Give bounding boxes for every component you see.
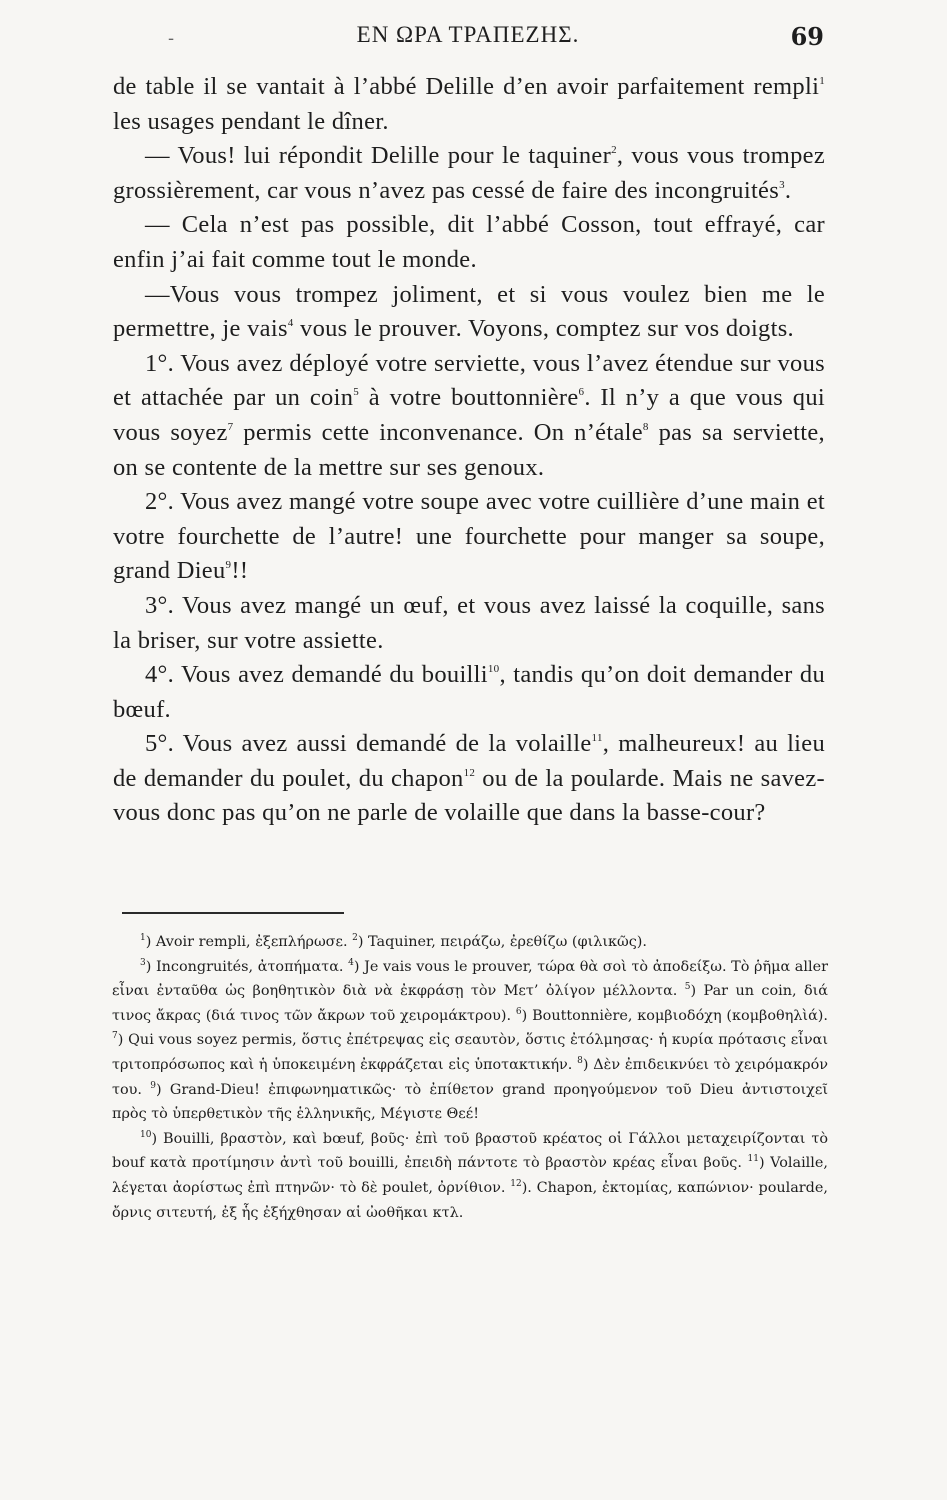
footnote-number: 6 (515, 1006, 522, 1017)
footnote-ref: 12 (463, 766, 476, 779)
footnote-number: 2 (352, 933, 358, 943)
footnote-number: 1 (140, 933, 146, 943)
footnote-ref: 1 (819, 75, 825, 87)
paragraph-5: 1°. Vous avez déployé votre serviette, vous l’avez étendue sur vous et attachée par un coin$^5$ à votre bouttonnière$^6$. Il n’y a que vous qui vous soyez$^7$ permis cette inconvenance. On n’étale$^8$ pas sa serviette, on se contente de la mettre sur ses genoux. (113, 349, 826, 481)
footnote-number: 11 (747, 1154, 759, 1165)
footnote-number: 5 (684, 982, 691, 993)
footnote-divider (122, 912, 344, 914)
footnote-number: 12 (510, 1178, 522, 1189)
footnotes (112, 930, 828, 1225)
paragraph-2: — Vous! lui répondit Delille pour le taquiner$^2$, vous vous trompez grossièrement, car vous n’avez pas cessé de faire des incongruités$^3$. (113, 142, 825, 204)
running-title: ΕΝ ΩΡΑ ΤΡΑΠΕΖΗΣ. (356, 22, 580, 47)
footnote-group-1: $^1$) Avoir rempli, ἐξεπλήρωσε. $^2$) Taquiner, πειράζω, ἐρεθίζω (φιλικῶς). (140, 933, 647, 950)
footnote-ref: 4 (287, 317, 294, 330)
paragraph-8: 4°. Vous avez demandé du bouilli$^{10}$, tandis qu’on doit demander du bœuf. (113, 661, 825, 723)
footnote-ref: 5 (353, 386, 360, 399)
paragraph-6: 2°. Vous avez mangé votre soupe avec votre cuillière d’une main et votre fourchette de l’autre! une fourchette pour manger sa soupe, grand Dieu$^9$!! (113, 488, 825, 585)
footnote-group-2: $^3$) Incongruités, ἀτοπήματα. $^4$) Je vais vous le prouver, τώρα θὰ σοὶ τὸ ἀποδείξω. Τὸ ῥῆμα aller εἶναι ἐνταῦθα ὡς βοηθητικὸν διὰ νὰ ἐκφράσῃ τὸν Μετ’ ὀλίγον μέλλοντα. $^5$) Par un coin, διά τινος ἄκρας (διά τινος τῶν ἄκρων τοῦ χειρομάκτρου). $^6$) Bouttonnière, κομβιοδόχη (κομβοθηλὶά). $^7$) Qui vous soyez permis, ὅστις ἐπέτρεψας εἰς σεαυτὸν, ὅστις ἐτόλμησας· ἡ κυρία πρότασις εἶναι τριτοπρόσωπος καὶ ἡ ὑποκειμένη ἐκφράζεται εἰς ὑποτακτικήν. $^8$) Δὲν ἐπιδεικνύει τὸ χειρόμακρόν του. $^9$) Grand-Dieu! ἐπιφωνηματικῶς· τὸ ἐπίθετον grand προηγούμενον τοῦ Dieu ἀντιστοιχεῖ πρὸς τὸ ὑπερθετικὸν τῆς ἑλληνικῆς, Μέγιστε Θεέ! (112, 957, 829, 1123)
paragraph-3: — Cela n’est pas possible, dit l’abbé Cosson, tout effrayé, car enfin j’ai fait comme tout le monde. (113, 211, 825, 273)
footnote-ref: 6 (578, 386, 585, 399)
footnote-group-3: $^{10}$) Bouilli, βραστὸν, καὶ bœuf, βοῦς· ἐπὶ τοῦ βραστοῦ κρέατος οἱ Γάλλοι μεταχειρίζονται τὸ bouf κατὰ προτίμησιν ἀντὶ τοῦ bouilli, ἐπειδὴ πάντοτε τὸ βραστὸν κρέας εἶναι βοῦς. $^{11}$) Volaille, λέγεται ἀορίστως ἐπὶ πτηνῶν· τὸ δὲ poulet, ὀρνίθιον. $^{12}$). Chapon, ἐκτομίας, καπώνιον· poularde, ὄρνις σιτευτή, ἐξ ἧς ἐξήχθησαν αἱ ὠοθῆκαι κτλ. (112, 1129, 828, 1221)
footnote-ref: 11 (591, 732, 603, 745)
footnote-number: 8 (577, 1055, 583, 1066)
footnote-ref: 2 (611, 144, 617, 157)
footnote-number: 9 (150, 1080, 156, 1091)
footnote-ref: 9 (225, 559, 232, 572)
header-dash: - (168, 28, 175, 49)
footnote-number: 3 (140, 957, 146, 968)
paragraph-7: 3°. Vous avez mangé un œuf, et vous avez laissé la coquille, sans la briser, sur votre assiette. (113, 591, 825, 654)
footnote-number: 7 (112, 1031, 118, 1042)
main-text (113, 70, 825, 831)
paragraph-1: de table il se vantait à l’abbé Delille d’en avoir parfaitement rempli$^1$ les usages pendant le dîner. (113, 73, 825, 135)
paragraph-4: —Vous vous trompez joliment, et si vous voulez bien me le permettre, je vais$^4$ vous le prouver. Voyons, comptez sur vos doigts. (113, 280, 825, 343)
footnote-ref: 10 (487, 663, 500, 676)
running-header (112, 22, 824, 54)
footnote-ref: 8 (642, 420, 649, 433)
footnote-ref: 7 (227, 420, 234, 433)
footnote-number: 10 (140, 1129, 152, 1140)
page-number: 69 (790, 22, 824, 51)
paragraph-9: 5°. Vous avez aussi demandé de la volaille$^{11}$, malheureux! au lieu de demander du poulet, du chapon$^{12}$ ou de la poularde. Mais ne savez-vous donc pas qu’on ne parle de volaille que dans la basse-cour? (113, 730, 826, 827)
footnote-ref: 3 (779, 178, 785, 191)
footnote-number: 4 (348, 957, 354, 968)
